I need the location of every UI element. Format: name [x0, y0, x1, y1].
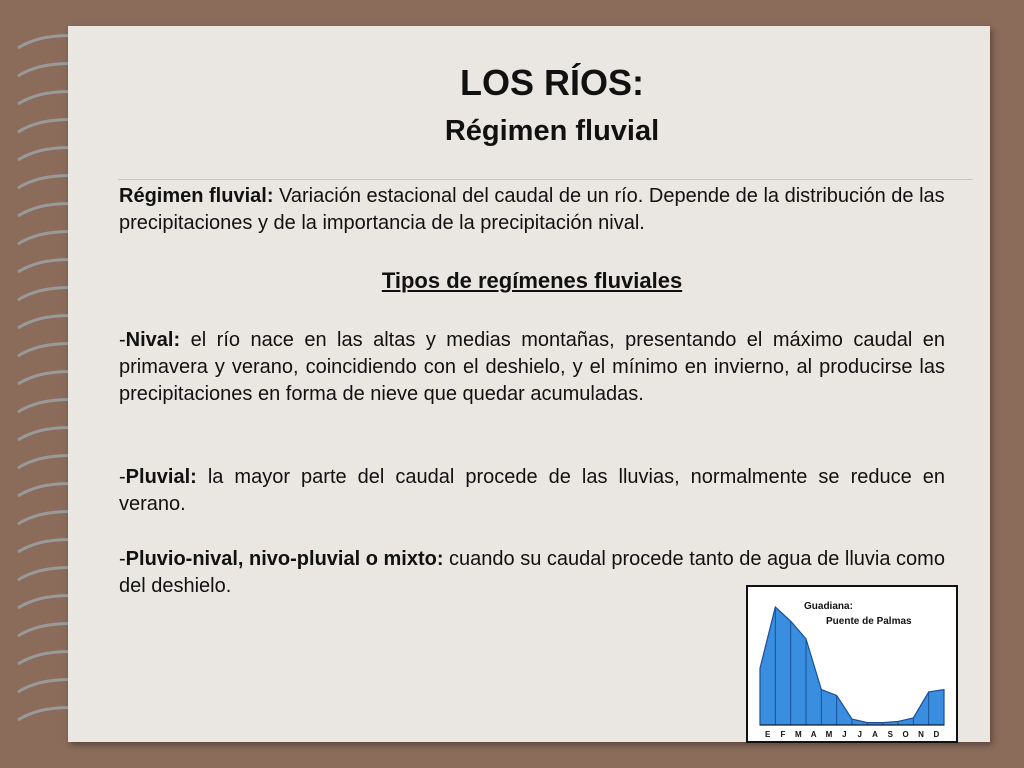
- type-text: cuando su caudal procede tanto de agua de lluvia como del deshielo.: [119, 548, 945, 597]
- type-name: Pluvial:: [125, 466, 197, 488]
- divider: [118, 179, 973, 180]
- chart-subtitle: Puente de Palmas: [826, 616, 912, 627]
- chart-tick-label: A: [872, 730, 878, 739]
- type-prefix: -: [119, 329, 126, 351]
- chart-title: Guadiana:: [804, 601, 853, 612]
- type-text: el río nace en las altas y medias montañas, presentando el máximo caudal en primavera y verano, coincidiendo con el deshielo, y el mínimo en invierno, al producirse las precipitaciones en forma de nieve que quedar acumuladas.: [119, 329, 945, 405]
- intro-term: Régimen fluvial:: [119, 185, 274, 207]
- flow-regime-chart: [746, 585, 958, 743]
- type-name: Nival:: [125, 329, 181, 351]
- type-prefix: -: [119, 548, 126, 570]
- page-subtitle: Régimen fluvial: [444, 115, 660, 147]
- section-heading: Tipos de regímenes fluviales: [381, 268, 683, 293]
- chart-tick-label: O: [902, 730, 909, 739]
- chart-tick-label: A: [810, 730, 817, 739]
- type-name: Pluvio-nival, nivo-pluvial o mixto:: [125, 548, 444, 570]
- type-paragraph-pluvial: [119, 464, 945, 518]
- chart-tick-label: S: [887, 730, 894, 739]
- type-text: la mayor parte del caudal procede de las lluvias, normalmente se reduce en verano.: [119, 466, 945, 515]
- chart-tick-label: J: [857, 730, 862, 739]
- chart-tick-label: J: [842, 730, 847, 739]
- type-prefix: -: [119, 466, 126, 488]
- intro-definition: Variación estacional del caudal de un río. Depende de la distribución de las precipitaciones y de la importancia de la precipitación nival.: [119, 185, 945, 234]
- chart-tick-label: F: [780, 730, 786, 739]
- chart-canvas: [748, 587, 956, 741]
- intro-paragraph: [119, 183, 945, 237]
- chart-tick-label: M: [825, 730, 833, 739]
- page-title: LOS RÍOS:: [459, 62, 644, 103]
- type-paragraph-nival: [119, 327, 945, 408]
- chart-tick-label: M: [794, 730, 802, 739]
- chart-tick-label: E: [764, 730, 771, 739]
- chart-tick-label: D: [933, 730, 940, 739]
- chart-tick-label: N: [918, 730, 924, 739]
